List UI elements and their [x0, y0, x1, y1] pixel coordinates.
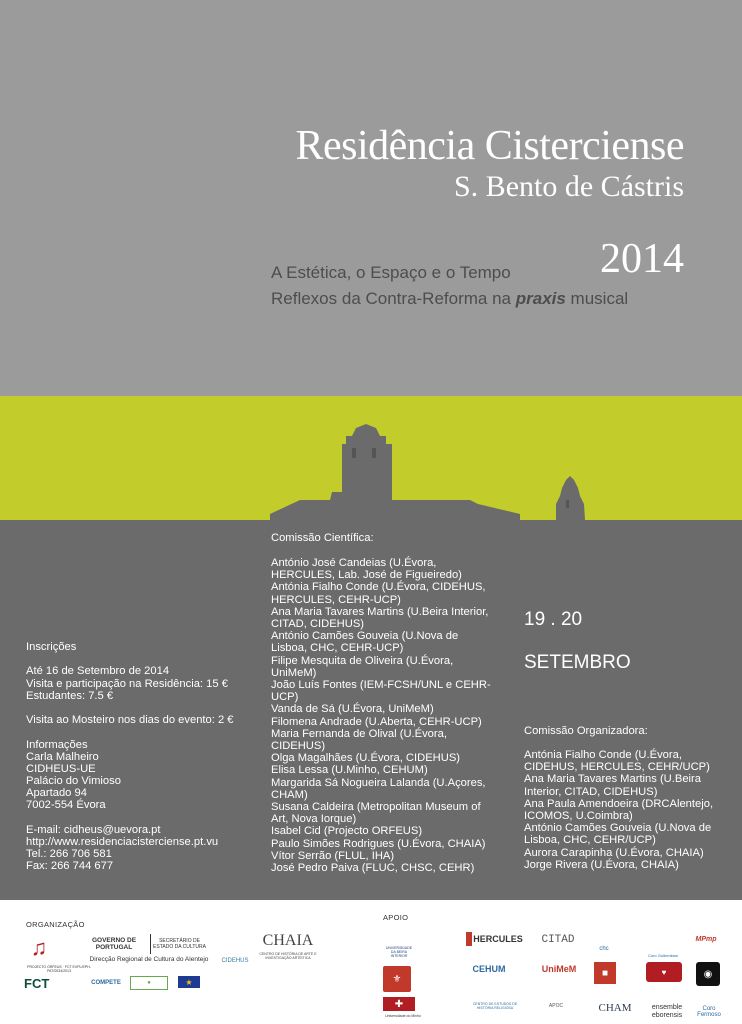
address-line-2: Apartado 94 — [26, 787, 87, 799]
organizacao-label: ORGANIZAÇÃO — [26, 920, 85, 929]
shield-crest-icon: ⚜ — [383, 966, 411, 992]
unimem-logo: UniMeM — [541, 964, 577, 974]
comissao-cientifica-line: CHAM) — [271, 788, 308, 801]
comissao-cientifica-line: Paulo Simões Rodrigues (U.Évora, CHAIA) — [271, 837, 486, 850]
contact-url[interactable]: http://www.residenciacisterciense.pt.vu — [26, 836, 219, 848]
comissao-cientifica-line: Lisboa, CHC, CEHR-UCP) — [271, 642, 404, 655]
hercules-logo: HERCULES — [466, 932, 524, 946]
comissao-cientifica-line: Isabel Cid (Projecto ORFEUS) — [271, 825, 423, 838]
comissao-organizadora-line: CIDEHUS, HERCULES, CEHR/UCP) — [524, 761, 710, 774]
secretario-logo: SECRETÁRIO DE ESTADO DA CULTURA — [150, 934, 208, 954]
eborensis-logo: ensemble eborensis — [651, 1004, 683, 1019]
orfeus-note: PROJECTO ORFEUS · FCT EXPL/EPH-PAT/0034/2013 — [27, 965, 91, 973]
drc-logo: Direcção Regional de Cultura do Alentejo — [89, 955, 209, 963]
lyre-logo-icon: ♫ — [30, 935, 48, 960]
contact-tel: Tel.: 266 706 581 — [26, 848, 112, 860]
fee-estudantes: Estudantes: 7.5 € — [26, 690, 114, 702]
comissao-organizadora-line: Ana Maria Tavares Martins (U.Beira — [524, 773, 701, 786]
comissao-organizadora-line: Interior, CITAD, CIDEHUS) — [524, 785, 658, 798]
comissao-cientifica-label: Comissão Científica: — [271, 532, 374, 544]
event-year: 2014 — [600, 236, 684, 282]
praxis-emphasis: praxis — [515, 289, 566, 308]
address-line-1: Palácio do Vimioso — [26, 775, 121, 787]
red-square-logo-icon: ■ — [594, 962, 616, 984]
comissao-cientifica-line: Vanda de Sá (U.Évora, UniMeM) — [271, 703, 434, 716]
chaia-sub: CENTRO DE HISTÓRIA DE ARTE E INVESTIGAÇÃO ARTÍSTICA — [259, 952, 317, 960]
comissao-organizadora-line: Jorge Rivera (U.Évora, CHAIA) — [524, 858, 679, 871]
governo-logo: GOVERNO DE PORTUGAL — [91, 937, 137, 951]
theme-line-1: A Estética, o Espaço e o Tempo — [271, 263, 511, 282]
comissao-cientifica-line: Elisa Lessa (U.Minho, CEHUM) — [271, 764, 428, 777]
comissao-organizadora-line: Aurora Carapinha (U.Évora, CHAIA) — [524, 846, 704, 859]
comissao-cientifica-line: CITAD, CIDEHUS) — [271, 618, 365, 631]
cross-crest-icon: ✚ — [383, 997, 415, 1011]
comissao-cientifica-line: António José Candeias (U.Évora, — [271, 557, 437, 569]
red-badge-logo-icon: ♥ — [646, 962, 682, 982]
cidehus-logo: CIDEHUS — [221, 958, 249, 964]
black-badge-logo-icon: ◉ — [696, 962, 720, 986]
comissao-cientifica-line: Ana Maria Tavares Martins (U.Beira Interior, — [271, 605, 489, 618]
informacoes-label: Informações — [26, 739, 88, 751]
contact-name: Carla Malheiro — [26, 751, 99, 763]
ubi-logo: UNIVERSIDADE DA BEIRA INTERIOR — [385, 946, 413, 958]
event-subtitle-venue: S. Bento de Cástris — [454, 170, 684, 203]
comissao-cientifica-line: CIDEHUS) — [271, 740, 326, 753]
comissao-cientifica-line: UCP) — [271, 691, 299, 704]
event-title: Residência Cisterciense — [295, 123, 684, 169]
comissao-cientifica-line: Margarida Sá Nogueira Lalanda (U.Açores, — [271, 776, 486, 789]
comissao-cientifica-line: António Camões Gouveia (U.Nova de — [271, 630, 459, 643]
comissao-organizadora-line: ICOMOS, U.Coimbra) — [524, 810, 633, 823]
comissao-cientifica-line: UniMeM) — [271, 666, 317, 679]
compete-logo: COMPETE — [91, 980, 121, 986]
comissao-organizadora-line: Antónia Fialho Conde (U.Évora, — [524, 749, 682, 761]
address-line-3: 7002-554 Évora — [26, 799, 106, 811]
event-month: SETEMBRO — [524, 652, 631, 673]
comissao-cientifica-line: João Luís Fontes (IEM-FCSH/UNL e CEHR- — [271, 679, 491, 692]
apoc-logo: APOC — [548, 1003, 564, 1009]
chaia-logo: CHAIA — [262, 932, 314, 949]
contact-fax: Fax: 266 744 677 — [26, 860, 114, 872]
comissao-cientifica-line: Art, Nova Iorque) — [271, 813, 357, 826]
cham-logo: CHAM — [598, 1002, 632, 1014]
event-days: 19 . 20 — [524, 609, 583, 630]
mpmp-logo: MPmp — [695, 935, 717, 943]
comissao-organizadora-label: Comissão Organizadora: — [524, 725, 648, 737]
cehum-logo: CEHUM — [472, 964, 506, 974]
theme-line-2: Reflexos da Contra-Reforma na praxis musical — [271, 289, 629, 308]
eu-flag-icon: ★ — [178, 976, 200, 988]
coro-gulbenkian-logo: Coro Gulbenkian — [647, 953, 679, 958]
comissao-cientifica-line: Susana Caldeira (Metropolitan Museum of — [271, 801, 481, 814]
uminho-logo: Universidade do Minho — [385, 1014, 421, 1018]
comissao-cientifica-line: HERCULES, CEHR-UCP) — [271, 593, 401, 606]
comissao-organizadora-line: António Camões Gouveia (U.Nova de — [524, 822, 712, 835]
comissao-cientifica-line: José Pedro Paiva (FLUC, CHSC, CEHR) — [271, 862, 475, 875]
comissao-cientifica-line: Vítor Serrão (FLUL, IHA) — [271, 849, 395, 862]
coro-fermoso-logo: Coro Fermoso — [697, 1006, 721, 1018]
comissao-cientifica-line: Maria Fernanda de Olival (U.Évora, — [271, 727, 447, 740]
citad-logo: CITAD — [541, 934, 575, 946]
qren-logo-icon: ● — [130, 976, 168, 990]
fee-mosteiro: Visita ao Mosteiro nos dias do evento: 2 € — [26, 714, 234, 726]
fee-residencia: Visita e participação na Residência: 15 € — [26, 678, 228, 690]
comissao-cientifica-line: Filipe Mesquita de Oliveira (U.Évora, — [271, 654, 454, 667]
comissao-organizadora-list — [524, 749, 713, 871]
deadline-text: Até 16 de Setembro de 2014 — [26, 665, 170, 677]
cehr-logo: CENTRO DE ESTUDOS DE HISTÓRIA RELIGIOSA — [472, 1002, 518, 1010]
comissao-cientifica-line: Filomena Andrade (U.Aberta, CEHR-UCP) — [271, 715, 482, 728]
comissao-organizadora-line: Ana Paula Amendoeira (DRCAlentejo, — [524, 797, 714, 810]
comissao-cientifica-line: Antónia Fialho Conde (U.Évora, CIDEHUS, — [271, 581, 486, 594]
apoio-label: APOIO — [383, 913, 409, 922]
comissao-cientifica-list — [271, 557, 491, 874]
comissao-organizadora-line: Lisboa, CHC, CEHR/UCP) — [524, 834, 656, 847]
chc-logo: chc — [599, 946, 609, 952]
comissao-cientifica-line: HERCULES, Lab. José de Figueiredo) — [271, 569, 462, 582]
contact-org: CIDHEUS-UE — [26, 763, 96, 775]
contact-email[interactable]: E-mail: cidheus@uevora.pt — [26, 824, 161, 836]
comissao-cientifica-line: Olga Magalhães (U.Évora, CIDEHUS) — [271, 752, 461, 765]
fct-logo: FCT — [24, 975, 50, 991]
inscricoes-label: Inscrições — [26, 641, 77, 653]
